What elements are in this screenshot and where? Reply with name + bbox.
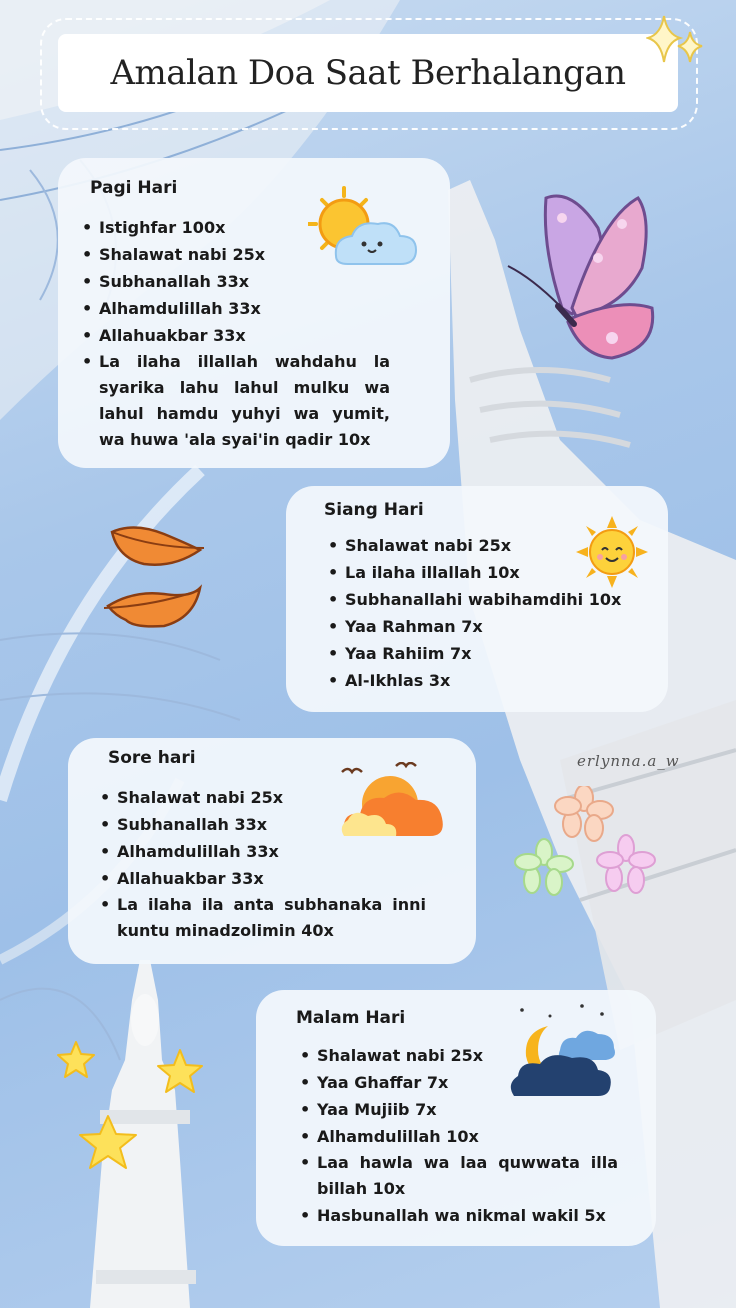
list-item: • Shalawat nabi 25x xyxy=(100,784,426,811)
title-box xyxy=(58,34,678,112)
moon-cloud-icon xyxy=(510,1002,620,1100)
list-item: • Subhanallah 33x xyxy=(82,268,390,295)
list-item: • Subhanallah 33x xyxy=(100,811,426,838)
list-item: • Laa hawla wa laa quwwata illa billah 10x xyxy=(300,1150,618,1202)
night-heading: Malam Hari xyxy=(296,1008,406,1028)
noon-card xyxy=(286,486,668,712)
list-item: • Alhamdulillah 33x xyxy=(82,295,390,322)
morning-heading: Pagi Hari xyxy=(90,178,178,198)
list-item: • Yaa Ghaffar 7x xyxy=(300,1069,618,1096)
sparkle-icon xyxy=(646,14,706,72)
page-title: Amalan Doa Saat Berhalangan xyxy=(110,53,626,93)
list-item: • Shalawat nabi 25x xyxy=(82,241,390,268)
list-item: • La ilaha illallah 10x xyxy=(328,559,658,586)
list-item: • La ilaha illallah wahdahu la syarika lahu lahul mulku wa lahul hamdu yuhyi wa yumit, wa huwa 'ala syai'in qadir 10x xyxy=(82,349,390,453)
watermark: erlynna.a_w xyxy=(577,752,680,770)
list-item: • Yaa Rahman 7x xyxy=(328,613,658,640)
list-item: • Allahuakbar 33x xyxy=(100,865,426,892)
star-icon xyxy=(52,1038,212,1186)
list-item: • Yaa Mujiib 7x xyxy=(300,1096,618,1123)
list-item: • Hasbunallah wa nikmal wakil 5x xyxy=(300,1202,618,1229)
flower-icon xyxy=(514,786,664,906)
list-item: • Alhamdulillah 33x xyxy=(100,838,426,865)
sun-cloud-icon xyxy=(308,186,422,276)
list-item: • Istighfar 100x xyxy=(82,214,390,241)
night-card xyxy=(256,990,656,1246)
sun-icon xyxy=(576,516,648,588)
list-item: • Subhanallahi wabihamdihi 10x xyxy=(328,586,658,613)
afternoon-card xyxy=(68,738,476,964)
butterfly-icon xyxy=(502,188,660,364)
list-item: • Shalawat nabi 25x xyxy=(300,1042,618,1069)
list-item: • Alhamdulillah 10x xyxy=(300,1123,618,1150)
afternoon-heading: Sore hari xyxy=(108,748,196,768)
autumn-leaf-icon xyxy=(104,520,212,640)
sunset-cloud-icon xyxy=(338,762,448,842)
list-item: • Al-Ikhlas 3x xyxy=(328,667,658,694)
noon-heading: Siang Hari xyxy=(324,500,424,520)
list-item: • Allahuakbar 33x xyxy=(82,322,390,349)
list-item: • Yaa Rahiim 7x xyxy=(328,640,658,667)
morning-card xyxy=(58,158,450,468)
list-item: • La ilaha ila anta subhanaka inni kuntu minadzolimin 40x xyxy=(100,892,426,944)
list-item: • Shalawat nabi 25x xyxy=(328,532,658,559)
